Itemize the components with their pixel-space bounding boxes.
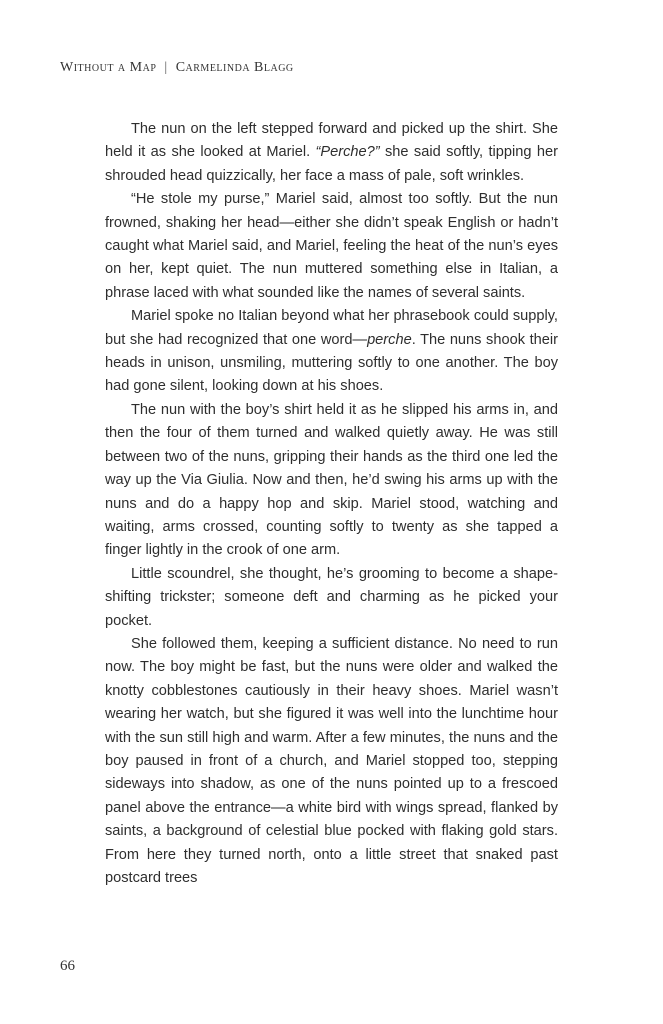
paragraph-text: She followed them, keeping a sufficient distance. No need to run now. The boy might be fast, but the nuns were older and walked the knotty cobblestones cautiously in their heavy shoes. Mariel wasn’t wearing her watch, but she figured it was well into the lunchtime hour with the sun still high and warm. After a few minutes, the nuns and the boy paused in front of a church, and Mariel stopped too, stepping sideways into shadow, as one of the nuns pointed up to a frescoed panel above the entrance—a white bird with wings spread, flanked by saints, a background of celestial blue pocked with flaking gold stars. From here they turned north, onto a little street that snaked past postcard trees — [105, 635, 558, 886]
paragraph-text: The nun with the boy’s shirt held it as he slipped his arms in, and then the four of them turned and walked quietly away. He was still between two of the nuns, gripping their hands as the third one led the way up the Via Giulia. Now and then, he’d swing his arms up with the nuns and do a happy hop and skip. Mariel stood, watching and waiting, arms crossed, counting softly to twenty as she tapped a finger lightly in the crook of one arm. — [105, 401, 558, 559]
paragraph — [105, 118, 558, 188]
italic-text: “Perche?” — [315, 144, 380, 161]
author-name: Carmelinda Blagg — [175, 60, 294, 75]
running-head — [60, 60, 294, 76]
header-separator: | — [164, 60, 168, 75]
paragraph-text: . The nuns shook their heads in unison, unsmiling, muttering softly to one another. The boy had gone silent, looking down at his shoes. — [105, 331, 558, 395]
paragraph-text: The nun on the left stepped forward and picked up the shirt. She held it as she looked at Mariel. — [105, 121, 558, 161]
paragraph — [105, 305, 558, 399]
paragraph-text: Mariel spoke no Italian beyond what her phrasebook could supply, but she had recognized that one word— — [105, 308, 558, 348]
italic-text: perche — [367, 331, 412, 348]
body-text — [105, 118, 558, 890]
paragraph — [105, 188, 558, 305]
paragraph — [105, 399, 558, 563]
page-number: 66 — [60, 958, 75, 974]
paragraph — [105, 633, 558, 890]
book-title: Without a Map — [60, 60, 157, 75]
paragraph — [105, 563, 558, 633]
paragraph-text: she said softly, tipping her shrouded head quizzically, her face a mass of pale, soft wrinkles. — [105, 144, 558, 184]
paragraph-text: “He stole my purse,” Mariel said, almost too softly. But the nun frowned, shaking her head—either she didn’t speak English or hadn’t caught what Mariel said, and Mariel, feeling the heat of the nun’s eyes on her, kept quiet. The nun muttered something else in Italian, a phrase laced with what sounded like the names of several saints. — [105, 191, 558, 301]
paragraph-text: Little scoundrel, she thought, he’s grooming to become a shape-shifting trickster; someone deft and charming as he picked your pocket. — [105, 565, 558, 629]
